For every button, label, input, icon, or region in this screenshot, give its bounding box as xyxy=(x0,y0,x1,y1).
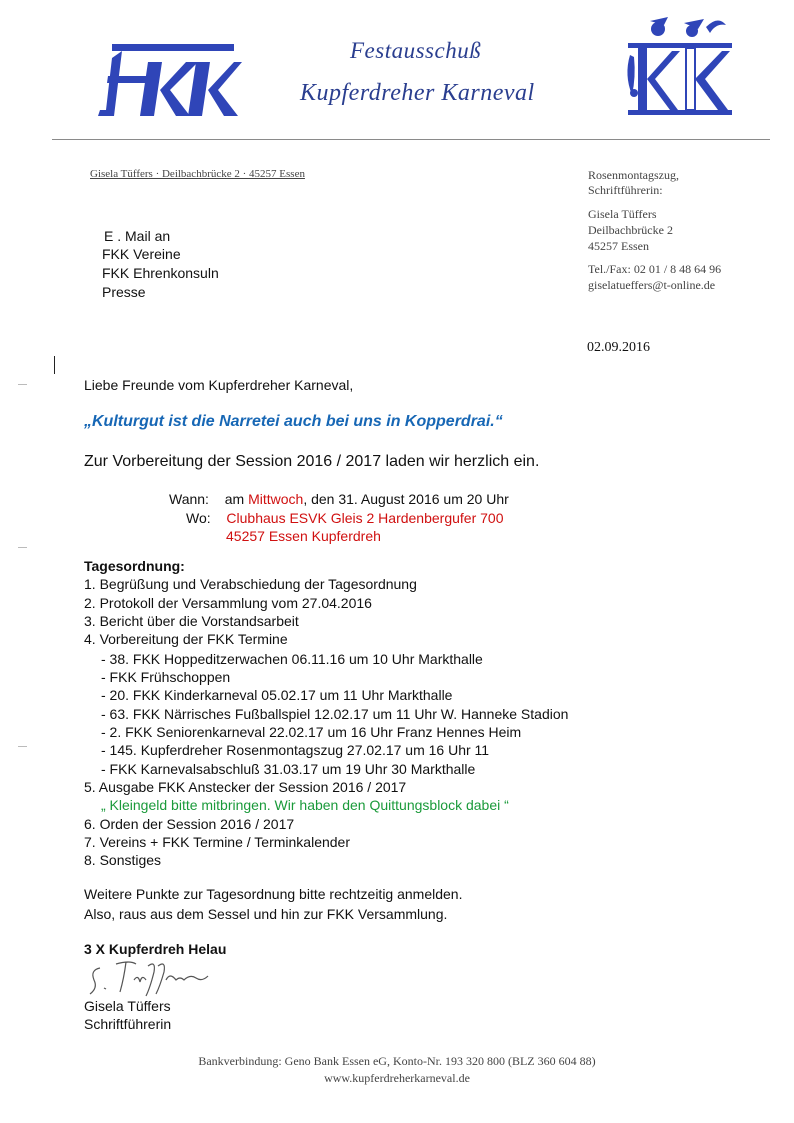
sidebar-title1: Rosenmontagszug, xyxy=(588,168,679,182)
where-address: Clubhaus ESVK Gleis 2 Hardenbergufer 700 xyxy=(226,510,504,526)
sender-address-line: Gisela Tüffers · Deilbachbrücke 2 · 45257 Essen xyxy=(90,168,305,180)
agenda-item: 5. Ausgabe FKK Anstecker der Session 2016 / 2017 xyxy=(84,779,407,795)
where-city: 45257 Essen Kupferdreh xyxy=(226,528,381,544)
agenda-heading: Tagesordnung: xyxy=(84,558,185,574)
signature-name: Gisela Tüffers xyxy=(84,998,171,1014)
when-label: Wann: xyxy=(169,491,209,507)
recipient-line-2: FKK Vereine xyxy=(102,246,181,262)
where-line xyxy=(186,509,503,527)
sidebar-title2: Schriftführerin: xyxy=(588,183,663,197)
agenda-item: 3. Bericht über die Vorstandsarbeit xyxy=(84,613,299,629)
salutation: Liebe Freunde vom Kupferdreher Karneval, xyxy=(84,377,354,393)
agenda-item: 8. Sonstiges xyxy=(84,852,162,868)
recipient-line-3: FKK Ehrenkonsuln xyxy=(102,265,219,281)
header-divider xyxy=(52,139,770,140)
motto: „Kulturgut ist die Narretei auch bei uns in Kopperdrai.“ xyxy=(84,413,503,430)
footer-website: www.kupferdreherkarneval.de xyxy=(324,1071,470,1085)
where-label: Wo: xyxy=(186,510,211,526)
signature-role: Schriftführerin xyxy=(84,1016,172,1032)
agenda-subitem: - 38. FKK Hoppeditzerwachen 06.11.16 um 10 Uhr Markthalle xyxy=(101,651,483,667)
agenda-subitem: - FKK Frühschoppen xyxy=(101,669,231,685)
text-cursor xyxy=(54,356,55,374)
closing-line-2: Also, raus aus dem Sessel und hin zur FKK Versammlung. xyxy=(84,906,448,922)
agenda-subitem: - 145. Kupferdreher Rosenmontagszug 27.02.17 um 16 Uhr 11 xyxy=(101,742,490,758)
fkk-logo xyxy=(92,40,242,120)
cheer: 3 X Kupferdreh Helau xyxy=(84,941,227,957)
sidebar-street: Deilbachbrücke 2 xyxy=(588,223,673,237)
when-line xyxy=(169,490,509,508)
org-name-line2: Kupferdreher Karneval xyxy=(300,80,535,106)
closing-line-1: Weitere Punkte zur Tagesordnung bitte rechtzeitig anmelden. xyxy=(84,886,463,902)
letter-date: 02.09.2016 xyxy=(587,340,650,355)
intro-text: Zur Vorbereitung der Session 2016 / 2017 laden wir herzlich ein. xyxy=(84,453,540,470)
agenda-item5-note: „ Kleingeld bitte mitbringen. Wir haben den Quittungsblock dabei “ xyxy=(101,797,509,813)
sidebar-phone: Tel./Fax: 02 01 / 8 48 64 96 xyxy=(588,262,722,276)
agenda-item: 6. Orden der Session 2016 / 2017 xyxy=(84,816,295,832)
agenda-subitem: - FKK Karnevalsabschluß 31.03.17 um 19 Uhr 30 Markthalle xyxy=(101,761,476,777)
recipient-line-1: E . Mail an xyxy=(104,228,171,244)
sidebar-city: 45257 Essen xyxy=(588,239,649,253)
margin-mark xyxy=(18,384,27,385)
when-day: Mittwoch xyxy=(248,491,304,507)
org-name-line1: Festausschuß xyxy=(350,38,482,63)
handwritten-signature xyxy=(86,958,216,998)
agenda-subitem: - 63. FKK Närrisches Fußballspiel 12.02.17 um 11 Uhr W. Hanneke Stadion xyxy=(101,706,569,722)
agenda-item: 7. Vereins + FKK Termine / Terminkalender xyxy=(84,834,350,850)
when-pre: am xyxy=(224,491,249,507)
margin-mark xyxy=(18,746,27,747)
agenda-subitem: - 2. FKK Seniorenkarneval 22.02.17 um 16 Uhr Franz Hennes Heim xyxy=(101,724,522,740)
margin-mark xyxy=(18,547,27,548)
agenda-item: 2. Protokoll der Versammlung vom 27.04.2016 xyxy=(84,595,372,611)
agenda-item: 4. Vorbereitung der FKK Termine xyxy=(84,631,288,647)
recipient-line-4: Presse xyxy=(102,284,146,300)
when-rest: , den 31. August 2016 um 20 Uhr xyxy=(303,491,509,507)
footer-bank: Bankverbindung: Geno Bank Essen eG, Konto-Nr. 193 320 800 (BLZ 360 604 88) xyxy=(198,1054,596,1068)
sidebar-name: Gisela Tüffers xyxy=(588,207,657,221)
sidebar-email: giselatueffers@t-online.de xyxy=(588,278,716,292)
agenda-subitem: - 20. FKK Kinderkarneval 05.02.17 um 11 Uhr Markthalle xyxy=(101,687,453,703)
kk-emblem-logo xyxy=(620,15,740,120)
agenda-item: 1. Begrüßung und Verabschiedung der Tagesordnung xyxy=(84,576,417,592)
